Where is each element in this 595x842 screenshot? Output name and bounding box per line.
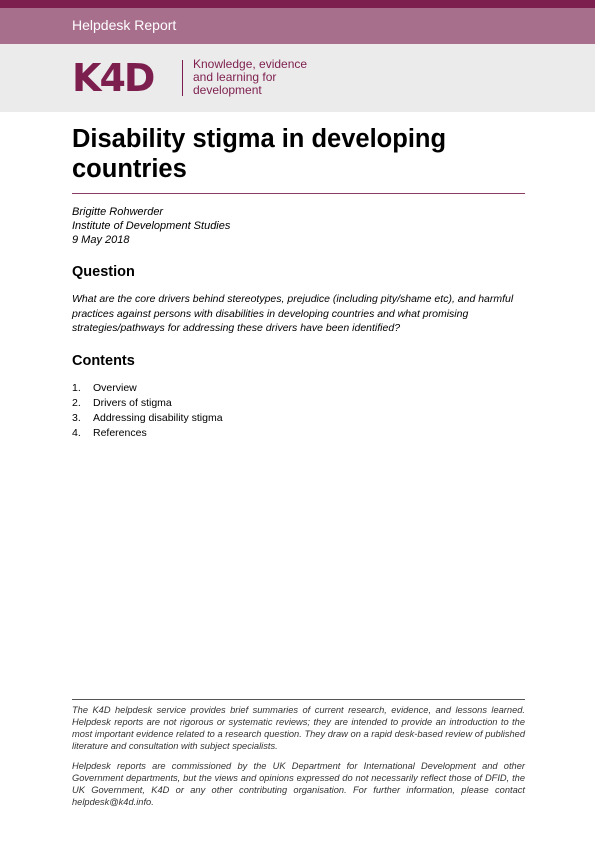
logo-tagline [193,58,307,97]
contents-item-number: 4. [72,427,81,439]
publication-date: 9 May 2018 [72,234,130,246]
footer-disclaimer-commission: Helpdesk reports are commissioned by the UK Department for International Development and other Government departments, but the views and opinions expressed do not necessarily reflect those of DFID, the UK Government, K4D or any other contributing organisation. For further information, please contact helpdesk@k4d.info. [72,761,525,807]
logo-tagline-line: development [193,83,262,97]
contents-item-overview[interactable] [72,381,223,396]
logo-tagline-line: Knowledge, evidence [193,57,308,71]
contents-item-label: References [93,427,147,439]
contents-item-addressing[interactable] [72,411,223,426]
contents-item-drivers[interactable] [72,396,223,411]
logo-tagline-line: and learning for [193,70,277,84]
logo-band [0,44,595,112]
contents-item-label: Drivers of stigma [93,397,172,409]
logo-divider [182,60,183,96]
title-divider [72,193,525,194]
footer-disclaimer-service: The K4D helpdesk service provides brief summaries of current research, evidence, and lessons learned. Helpdesk reports are not rigorous or systematic reviews; they are intended to provide an introduction to the most important evidence related to a research question. They draw on a rapid desk-based review of published literature and consultation with subject specialists. [72,705,525,751]
contents-item-number: 2. [72,397,81,409]
author-institution: Institute of Development Studies [72,220,231,232]
contents-item-label: Overview [93,382,137,394]
contents-item-label: Addressing disability stigma [93,412,223,424]
banner-title: Helpdesk Report [72,17,177,33]
document-title: Disability stigma in developing countries [72,125,447,183]
contents-item-references[interactable] [72,426,223,441]
top-accent-strip [0,0,595,8]
contents-item-number: 1. [72,382,81,394]
question-text: What are the core drivers behind stereotypes, prejudice (including pity/shame etc), and harmful practices against persons with disabilities in developing countries and what promising strategies/pathways for addressing these drivers have been identified? [72,293,514,334]
question-heading: Question [72,264,135,280]
footer-divider [72,699,525,700]
k4d-logo: K4D [72,56,154,100]
contents-heading: Contents [72,353,135,369]
contents-list [72,381,223,441]
document-meta [72,205,230,247]
author-name: Brigitte Rohwerder [72,206,164,218]
contents-item-number: 3. [72,412,81,424]
header-banner [0,8,595,44]
